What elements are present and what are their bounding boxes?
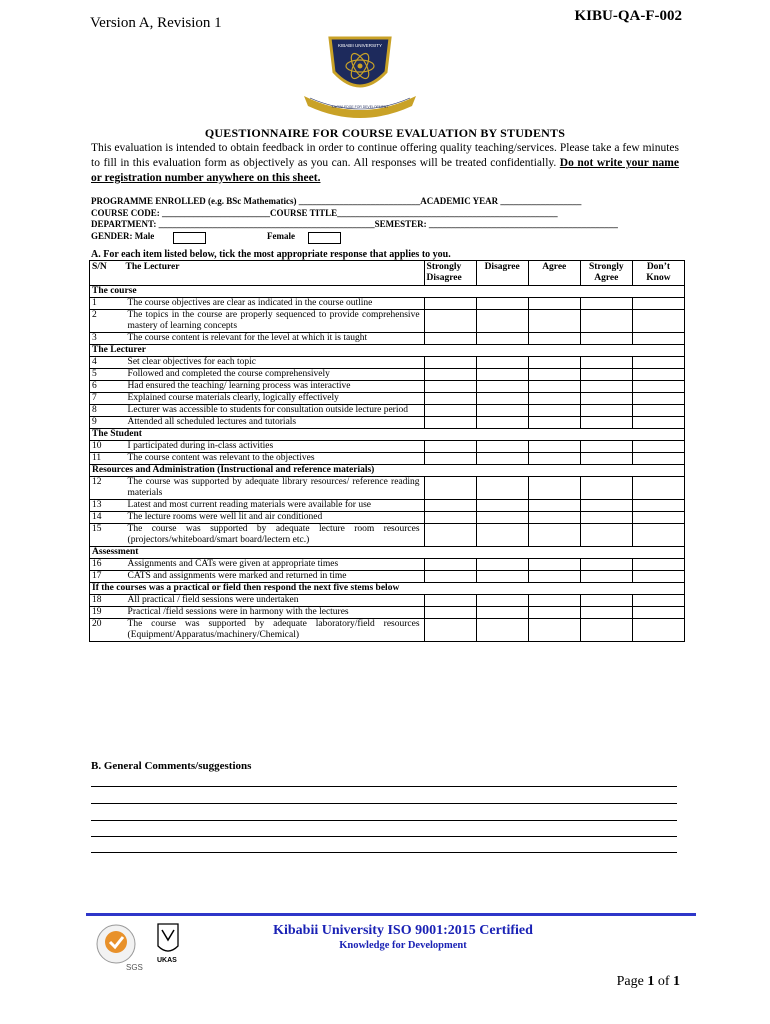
- response-cell-strongly-disagree[interactable]: [424, 357, 476, 369]
- response-cell-strongly-disagree[interactable]: [424, 559, 476, 571]
- table-row: [90, 333, 685, 345]
- page-number: [617, 974, 680, 990]
- response-cell-agree[interactable]: [528, 595, 580, 607]
- response-cell-strongly-agree[interactable]: [580, 333, 632, 345]
- header-lecturer: The Lecturer: [124, 261, 425, 286]
- response-cell-agree[interactable]: [528, 369, 580, 381]
- section-a-heading: A. For each item listed below, tick the most appropriate response that applies to you.: [91, 249, 451, 260]
- response-cell-strongly-agree[interactable]: [580, 524, 632, 547]
- group-title: The course: [90, 286, 685, 298]
- response-cell-dont-know[interactable]: [632, 381, 684, 393]
- table-row: [90, 298, 685, 310]
- response-cell-agree[interactable]: [528, 333, 580, 345]
- item-number: 10: [90, 441, 124, 453]
- response-cell-disagree[interactable]: [476, 607, 528, 619]
- table-row: [90, 453, 685, 465]
- page-total: 1: [673, 974, 680, 989]
- item-number: 6: [90, 381, 124, 393]
- item-statement: Followed and completed the course comprehensively: [124, 369, 425, 381]
- comment-line[interactable]: [91, 820, 677, 821]
- item-statement: CATS and assignments were marked and returned in time: [124, 571, 425, 583]
- item-number: 12: [90, 477, 124, 500]
- comment-line[interactable]: [91, 836, 677, 837]
- footer-divider: [86, 913, 696, 916]
- item-statement: Latest and most current reading materials were available for use: [124, 500, 425, 512]
- response-cell-strongly-disagree[interactable]: [424, 607, 476, 619]
- intro-text: This evaluation is intended to obtain feedback in order to continue offering quality teaching/services. Please take a few minutes to fill in this evaluation form as objectively as you can. All responses will be treated confidentially.: [91, 142, 679, 169]
- header-strongly-disagree: Strongly Disagree: [424, 261, 476, 286]
- response-cell-disagree[interactable]: [476, 477, 528, 500]
- table-row: [90, 441, 685, 453]
- table-header-row: [90, 261, 685, 286]
- table-row: [90, 477, 685, 500]
- response-cell-strongly-disagree[interactable]: [424, 524, 476, 547]
- header-strongly-agree: Strongly Agree: [580, 261, 632, 286]
- item-statement: Attended all scheduled lectures and tutorials: [124, 417, 425, 429]
- response-cell-strongly-disagree[interactable]: [424, 298, 476, 310]
- response-cell-dont-know[interactable]: [632, 477, 684, 500]
- response-cell-strongly-agree[interactable]: [580, 500, 632, 512]
- questionnaire-title: QUESTIONNAIRE FOR COURSE EVALUATION BY STUDENTS: [204, 126, 566, 140]
- table-row: [90, 393, 685, 405]
- item-statement: The course was supported by adequate laboratory/field resources (Equipment/Apparatus/machinery/Chemical): [124, 619, 425, 642]
- table-row: [90, 559, 685, 571]
- item-number: 5: [90, 369, 124, 381]
- item-number: 3: [90, 333, 124, 345]
- evaluation-table-body: [90, 286, 685, 642]
- header-sn: S/N: [90, 261, 124, 286]
- response-cell-disagree[interactable]: [476, 559, 528, 571]
- table-row: [90, 607, 685, 619]
- group-title: Assessment: [90, 547, 685, 559]
- response-cell-strongly-agree[interactable]: [580, 298, 632, 310]
- response-cell-strongly-disagree[interactable]: [424, 381, 476, 393]
- item-number: 9: [90, 417, 124, 429]
- response-cell-strongly-disagree[interactable]: [424, 453, 476, 465]
- response-cell-strongly-disagree[interactable]: [424, 417, 476, 429]
- response-cell-dont-know[interactable]: [632, 595, 684, 607]
- response-cell-strongly-agree[interactable]: [580, 417, 632, 429]
- response-cell-agree[interactable]: [528, 441, 580, 453]
- document-code: KIBU-QA-F-002: [574, 8, 682, 24]
- item-number: 16: [90, 559, 124, 571]
- response-cell-dont-know[interactable]: [632, 571, 684, 583]
- response-cell-strongly-agree[interactable]: [580, 393, 632, 405]
- table-row: [90, 357, 685, 369]
- response-cell-dont-know[interactable]: [632, 512, 684, 524]
- response-cell-dont-know[interactable]: [632, 310, 684, 333]
- response-cell-agree[interactable]: [528, 524, 580, 547]
- response-cell-agree[interactable]: [528, 310, 580, 333]
- response-cell-strongly-agree[interactable]: [580, 369, 632, 381]
- response-cell-agree[interactable]: [528, 571, 580, 583]
- header-agree: Agree: [528, 261, 580, 286]
- item-number: 8: [90, 405, 124, 417]
- table-row: [90, 619, 685, 642]
- item-number: 7: [90, 393, 124, 405]
- response-cell-strongly-disagree[interactable]: [424, 500, 476, 512]
- item-statement: All practical / field sessions were undertaken: [124, 595, 425, 607]
- response-cell-dont-know[interactable]: [632, 559, 684, 571]
- ukas-text: UKAS: [157, 957, 177, 964]
- response-cell-agree[interactable]: [528, 357, 580, 369]
- response-cell-dont-know[interactable]: [632, 333, 684, 345]
- table-row: [90, 417, 685, 429]
- header-disagree: Disagree: [476, 261, 528, 286]
- response-cell-strongly-disagree[interactable]: [424, 405, 476, 417]
- response-cell-disagree[interactable]: [476, 357, 528, 369]
- response-cell-dont-know[interactable]: [632, 524, 684, 547]
- intro-paragraph: [91, 141, 679, 186]
- response-cell-dont-know[interactable]: [632, 393, 684, 405]
- response-cell-disagree[interactable]: [476, 405, 528, 417]
- item-number: 20: [90, 619, 124, 642]
- response-cell-disagree[interactable]: [476, 393, 528, 405]
- response-cell-disagree[interactable]: [476, 595, 528, 607]
- response-cell-strongly-agree[interactable]: [580, 512, 632, 524]
- response-cell-agree[interactable]: [528, 405, 580, 417]
- course-field[interactable]: COURSE CODE: ________________________COURSE TITLE_________________________________________________: [91, 207, 558, 218]
- department-field[interactable]: DEPARTMENT: ________________________________________________SEMESTER: __________________________________________: [91, 219, 618, 229]
- response-cell-strongly-agree[interactable]: [580, 595, 632, 607]
- response-cell-agree[interactable]: [528, 559, 580, 571]
- table-group-row: [90, 465, 685, 477]
- university-crest-logo: [300, 32, 420, 120]
- item-statement: Assignments and CATs were given at appropriate times: [124, 559, 425, 571]
- response-cell-agree[interactable]: [528, 500, 580, 512]
- response-cell-dont-know[interactable]: [632, 405, 684, 417]
- response-cell-strongly-disagree[interactable]: [424, 441, 476, 453]
- response-cell-strongly-disagree[interactable]: [424, 333, 476, 345]
- group-title: The Lecturer: [90, 345, 685, 357]
- item-statement: The course was supported by adequate library resources/ reference reading materials: [124, 477, 425, 500]
- response-cell-agree[interactable]: [528, 381, 580, 393]
- response-cell-strongly-disagree[interactable]: [424, 477, 476, 500]
- response-cell-strongly-agree[interactable]: [580, 381, 632, 393]
- comment-line[interactable]: [91, 803, 677, 804]
- response-cell-strongly-disagree[interactable]: [424, 393, 476, 405]
- response-cell-disagree[interactable]: [476, 310, 528, 333]
- gender-row: [91, 231, 681, 245]
- table-group-row: [90, 345, 685, 357]
- table-group-row: [90, 286, 685, 298]
- response-cell-disagree[interactable]: [476, 369, 528, 381]
- gender-female-checkbox[interactable]: [308, 232, 341, 244]
- response-cell-disagree[interactable]: [476, 381, 528, 393]
- item-number: 11: [90, 453, 124, 465]
- response-cell-strongly-disagree[interactable]: [424, 619, 476, 642]
- response-cell-agree[interactable]: [528, 417, 580, 429]
- version-label: Version A, Revision 1: [90, 15, 222, 31]
- response-cell-strongly-agree[interactable]: [580, 607, 632, 619]
- table-row: [90, 381, 685, 393]
- response-cell-disagree[interactable]: [476, 619, 528, 642]
- response-cell-disagree[interactable]: [476, 453, 528, 465]
- response-cell-strongly-disagree[interactable]: [424, 595, 476, 607]
- table-row: [90, 369, 685, 381]
- iso-certification-text: Kibabii University ISO 9001:2015 Certified: [273, 923, 533, 938]
- response-cell-strongly-agree[interactable]: [580, 357, 632, 369]
- programme-field[interactable]: PROGRAMME ENROLLED (e.g. BSc Mathematics) ___________________________ACADEMIC YEAR __________________: [91, 196, 582, 206]
- response-cell-dont-know[interactable]: [632, 298, 684, 310]
- table-group-row: [90, 429, 685, 441]
- response-cell-agree[interactable]: [528, 298, 580, 310]
- item-number: 15: [90, 524, 124, 547]
- item-statement: Practical /field sessions were in harmony with the lectures: [124, 607, 425, 619]
- item-number: 18: [90, 595, 124, 607]
- table-row: [90, 512, 685, 524]
- response-cell-disagree[interactable]: [476, 571, 528, 583]
- response-cell-dont-know[interactable]: [632, 453, 684, 465]
- response-cell-strongly-agree[interactable]: [580, 559, 632, 571]
- item-number: 2: [90, 310, 124, 333]
- crest-motto-text: KNOWLEDGE FOR DEVELOPMENT: [331, 105, 389, 109]
- response-cell-disagree[interactable]: [476, 333, 528, 345]
- comment-line[interactable]: [91, 852, 677, 853]
- item-statement: The topics in the course are properly sequenced to provide comprehensive mastery of learning concepts: [124, 310, 425, 333]
- item-number: 19: [90, 607, 124, 619]
- item-statement: Explained course materials clearly, logically effectively: [124, 393, 425, 405]
- sgs-text: SGS: [126, 963, 143, 972]
- response-cell-agree[interactable]: [528, 477, 580, 500]
- response-cell-strongly-disagree[interactable]: [424, 369, 476, 381]
- response-cell-agree[interactable]: [528, 512, 580, 524]
- gender-female-label: Female: [267, 230, 295, 241]
- response-cell-dont-know[interactable]: [632, 619, 684, 642]
- response-cell-strongly-agree[interactable]: [580, 571, 632, 583]
- page-current: 1: [647, 974, 655, 989]
- item-statement: The course content is relevant for the level at which it is taught: [124, 333, 425, 345]
- item-number: 14: [90, 512, 124, 524]
- response-cell-disagree[interactable]: [476, 417, 528, 429]
- response-cell-agree[interactable]: [528, 453, 580, 465]
- group-title: The Student: [90, 429, 685, 441]
- comment-line[interactable]: [91, 786, 677, 787]
- table-group-row: [90, 547, 685, 559]
- response-cell-strongly-disagree[interactable]: [424, 512, 476, 524]
- page-of: of: [654, 974, 673, 989]
- response-cell-strongly-agree[interactable]: [580, 405, 632, 417]
- gender-male-checkbox[interactable]: [173, 232, 206, 244]
- table-row: [90, 595, 685, 607]
- response-cell-strongly-agree[interactable]: [580, 619, 632, 642]
- response-cell-agree[interactable]: [528, 607, 580, 619]
- gender-male-label: GENDER: Male: [91, 230, 155, 241]
- response-cell-dont-know[interactable]: [632, 500, 684, 512]
- group-title: Resources and Administration (Instructional and reference materials): [90, 465, 685, 477]
- response-cell-strongly-disagree[interactable]: [424, 310, 476, 333]
- response-cell-dont-know[interactable]: [632, 441, 684, 453]
- response-cell-strongly-disagree[interactable]: [424, 571, 476, 583]
- item-statement: Set clear objectives for each topic: [124, 357, 425, 369]
- crest-name-text: KIBABII UNIVERSITY: [337, 43, 383, 48]
- response-cell-agree[interactable]: [528, 393, 580, 405]
- item-statement: The course content was relevant to the objectives: [124, 453, 425, 465]
- response-cell-dont-know[interactable]: [632, 417, 684, 429]
- table-group-row: [90, 583, 685, 595]
- item-number: 1: [90, 298, 124, 310]
- table-row: [90, 571, 685, 583]
- item-statement: I participated during in-class activities: [124, 441, 425, 453]
- item-number: 13: [90, 500, 124, 512]
- table-row: [90, 500, 685, 512]
- response-cell-strongly-agree[interactable]: [580, 310, 632, 333]
- evaluation-table: [89, 260, 685, 642]
- table-row: [90, 310, 685, 333]
- response-cell-dont-know[interactable]: [632, 369, 684, 381]
- response-cell-strongly-agree[interactable]: [580, 477, 632, 500]
- intro-warning: Do not write your name or registration number anywhere on this sheet.: [91, 157, 679, 184]
- student-info-fields: [91, 196, 681, 245]
- item-number: 4: [90, 357, 124, 369]
- response-cell-disagree[interactable]: [476, 298, 528, 310]
- item-statement: The lecture rooms were well lit and air conditioned: [124, 512, 425, 524]
- item-statement: The course objectives are clear as indicated in the course outline: [124, 298, 425, 310]
- item-number: 17: [90, 571, 124, 583]
- response-cell-disagree[interactable]: [476, 512, 528, 524]
- table-row: [90, 524, 685, 547]
- response-cell-dont-know[interactable]: [632, 607, 684, 619]
- response-cell-disagree[interactable]: [476, 524, 528, 547]
- table-row: [90, 405, 685, 417]
- university-motto: Knowledge for Development: [339, 940, 467, 951]
- response-cell-strongly-agree[interactable]: [580, 453, 632, 465]
- response-cell-dont-know[interactable]: [632, 357, 684, 369]
- section-b-heading: B. General Comments/suggestions: [91, 760, 252, 772]
- item-statement: The course was supported by adequate lecture room resources (projectors/whiteboard/smart board/lectern etc.): [124, 524, 425, 547]
- header-dont-know: Don’t Know: [632, 261, 684, 286]
- item-statement: Had ensured the teaching/ learning process was interactive: [124, 381, 425, 393]
- page-prefix: Page: [616, 974, 648, 989]
- response-cell-disagree[interactable]: [476, 441, 528, 453]
- response-cell-disagree[interactable]: [476, 500, 528, 512]
- response-cell-agree[interactable]: [528, 619, 580, 642]
- group-title: If the courses was a practical or field then respond the next five stems below: [90, 583, 685, 595]
- response-cell-strongly-agree[interactable]: [580, 441, 632, 453]
- item-statement: Lecturer was accessible to students for consultation outside lecture period: [124, 405, 425, 417]
